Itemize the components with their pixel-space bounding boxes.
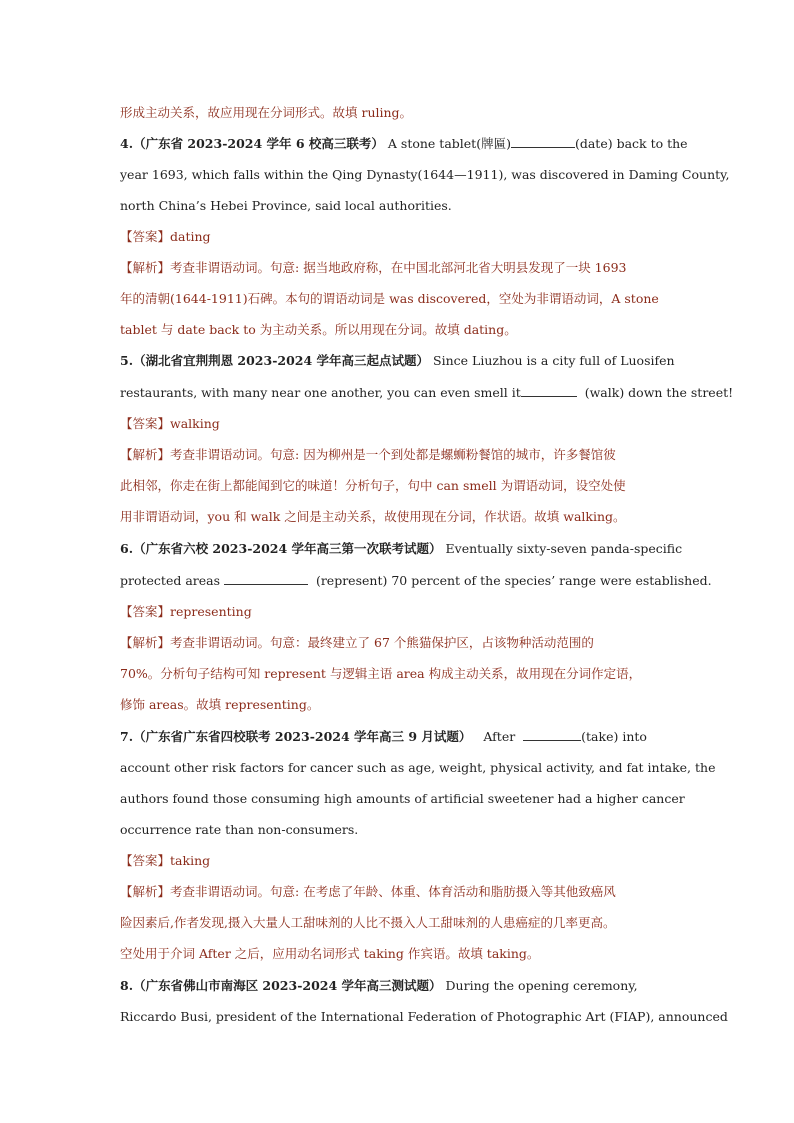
analysis-label: 【解析】 (120, 635, 171, 650)
analysis-line: 险因素后,作者发现,摄入大量人工甜味剂的人比不摄入人工甜味剂的人患癌症的几率更高。 (120, 915, 616, 930)
analysis-line: 用非谓语动词，you 和 walk 之间是主动关系，故使用现在分词，作状语。故填 walking。 (120, 509, 626, 524)
stem-text: A stone tablet(牌匾) (387, 136, 511, 151)
question-7-line-3: authors found those consuming high amounts of artificial sweetener had a higher cancer (120, 791, 685, 806)
analysis-line (120, 884, 675, 900)
analysis-line (120, 447, 675, 463)
answer-line (120, 229, 675, 245)
question-7-line-4: occurrence rate than non-consumers. (120, 822, 359, 837)
analysis-line: 修饰 areas。故填 representing。 (120, 697, 320, 712)
question-6-line-1 (120, 541, 683, 557)
question-7-line-2: account other risk factors for cancer such as age, weight, physical activity, and fat intake, the (120, 760, 716, 775)
answer-line (120, 416, 675, 432)
question-number: 7. (120, 729, 134, 744)
question-8-line-2: Riccardo Busi, president of the International Federation of Photographic Art (FIAP), announced (120, 1009, 728, 1024)
question-number: 6. (120, 541, 134, 556)
analysis-label: 【解析】 (120, 884, 171, 899)
answer-blank (511, 136, 575, 148)
answer-text: walking (170, 416, 220, 431)
question-number: 4. (120, 136, 134, 151)
stem-text: (represent) 70 percent of the species’ range were established. (315, 573, 712, 588)
question-4-line-3: north China’s Hebei Province, said local authorities. (120, 198, 452, 213)
question-number: 5. (120, 353, 134, 368)
question-7-line-1 (120, 729, 675, 745)
analysis-line: tablet 与 date back to 为主动关系。所以用现在分词。故填 dating。 (120, 322, 517, 337)
answer-text: representing (170, 604, 252, 619)
analysis-line (120, 260, 675, 276)
question-4-line-1 (120, 136, 688, 152)
analysis-line: 空处用于介词 After 之后，应用动名词形式 taking 作宾语。故填 taking。 (120, 946, 540, 961)
stem-text: Eventually sixty-seven panda-specific (445, 541, 683, 556)
analysis-label: 【解析】 (120, 447, 171, 462)
question-5-line-2 (120, 385, 734, 401)
stem-text: (date) back to the (574, 136, 688, 151)
answer-line (120, 853, 675, 869)
analysis-line: 70%。分析句子结构可知 represent 与逻辑主语 area 构成主动关系，故用现在分词作定语， (120, 666, 642, 681)
question-number: 8. (120, 978, 134, 993)
question-6-line-2 (120, 573, 712, 589)
analysis-line: 此相邻，你走在街上都能闻到它的味道！分析句子，句中 can smell 为谓语动词，设空处使 (120, 478, 626, 493)
question-source: （湖北省宜荆荆恩 2023-2024 学年高三起点试题） (133, 353, 430, 368)
answer-label: 【答案】 (120, 853, 171, 868)
analysis-text: 考查非谓语动词。句意: 因为柳州是一个到处都是螺蛳粉餐馆的城市，许多餐馆彼 (170, 447, 616, 462)
answer-blank (224, 573, 308, 585)
question-4-line-2: year 1693, which falls within the Qing Dynasty(1644—1911), was discovered in Daming County, (120, 167, 730, 182)
analysis-text: 考查非谓语动词。句意: 据当地政府称，在中国北部河北省大明县发现了一块 1693 (170, 260, 627, 275)
answer-blank (521, 385, 577, 397)
stem-text: (walk) down the street! (584, 385, 734, 400)
analysis-text: 考查非谓语动词。句意：最终建立了 67 个熊猫保护区，占该物种活动范围的 (170, 635, 594, 650)
stem-text: Since Liuzhou is a city full of Luosifen (433, 353, 675, 368)
analysis-text: 考查非谓语动词。句意: 在考虑了年龄、体重、体育活动和脂肪摄入等其他致癌风 (170, 884, 616, 899)
stem-text: protected areas (120, 573, 221, 588)
question-source: （广东省 2023-2024 学年 6 校高三联考） (133, 136, 384, 151)
answer-label: 【答案】 (120, 416, 171, 431)
analysis-line: 年的清朝(1644-1911)石碑。本句的谓语动词是 was discovered，空处为非谓语动词，A stone (120, 291, 659, 306)
answer-blank (523, 729, 581, 741)
answer-label: 【答案】 (120, 604, 171, 619)
answer-line (120, 604, 675, 620)
question-source: （广东省广东省四校联考 2023-2024 学年高三 9 月试题） (133, 729, 472, 744)
answer-text: dating (170, 229, 211, 244)
analysis-line (120, 635, 675, 651)
stem-text: After (483, 729, 516, 744)
question-source: （广东省佛山市南海区 2023-2024 学年高三测试题） (133, 978, 442, 993)
stem-text: (take) into (581, 729, 647, 744)
stem-text: During the opening ceremony, (445, 978, 638, 993)
answer-label: 【答案】 (120, 229, 171, 244)
analysis-label: 【解析】 (120, 260, 171, 275)
intro-line: 形成主动关系，故应用现在分词形式。故填 ruling。 (120, 105, 413, 120)
question-8-line-1 (120, 978, 675, 994)
stem-text: restaurants, with many near one another, you can even smell it (120, 385, 521, 400)
question-source: （广东省六校 2023-2024 学年高三第一次联考试题） (133, 541, 442, 556)
answer-text: taking (170, 853, 211, 868)
question-5-line-1 (120, 353, 675, 369)
